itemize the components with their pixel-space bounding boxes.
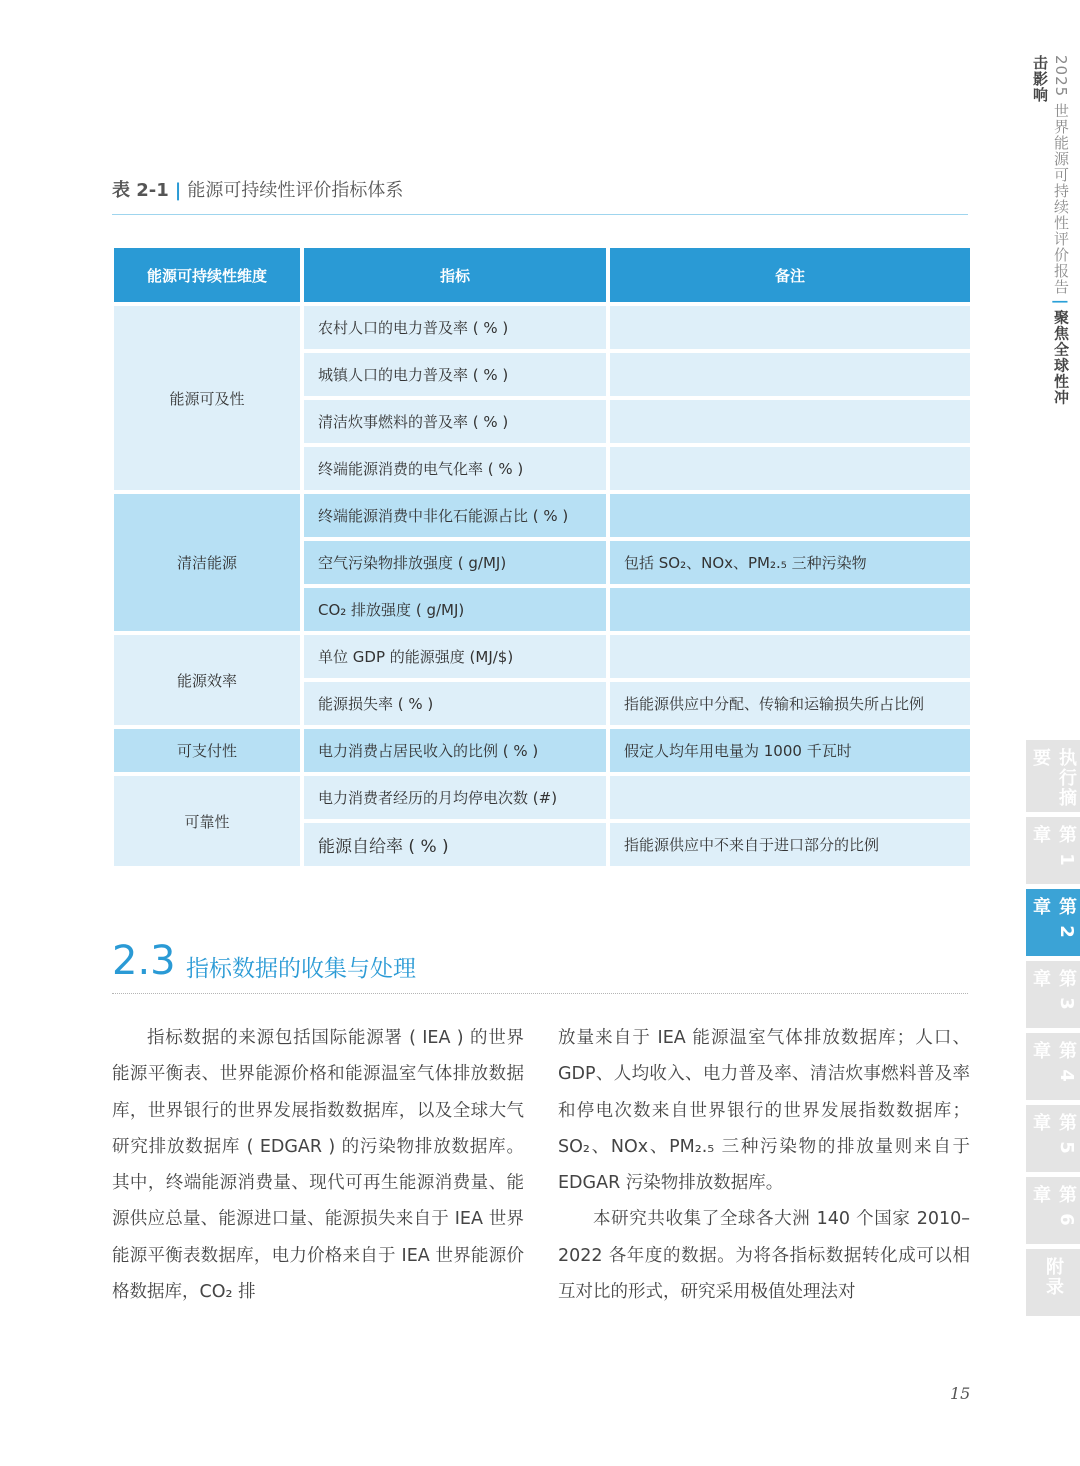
dimension-cell: 可靠性 <box>114 776 300 866</box>
note-cell <box>610 306 970 349</box>
indicator-cell: 农村人口的电力普及率 ( % ) <box>304 306 606 349</box>
page-number: 15 <box>950 1384 971 1403</box>
indicator-cell: CO₂ 排放强度 ( g/MJ) <box>304 588 606 631</box>
section-number: 2.3 <box>112 938 176 984</box>
body-column-left <box>112 1020 524 1310</box>
caption-rule <box>112 214 968 215</box>
body-paragraph: 放量来自于 IEA 能源温室气体排放数据库；人口、GDP、人均收入、电力普及率、清洁炊事燃料普及率和停电次数来自世界银行的世界发展指数数据库；SO₂、NOx、PM₂.₅ 三种污染物的排放量则来自于 EDGAR 污染物排放数据库。 <box>558 1028 970 1194</box>
indicator-cell: 能源损失率 ( % ) <box>304 682 606 725</box>
table-row <box>114 306 970 349</box>
body-paragraph: 本研究共收集了全球各大洲 140 个国家 2010–2022 各年度的数据。为将各指标数据转化成可以相互对比的形式，研究采用极值处理法对 <box>558 1209 970 1303</box>
note-cell: 指能源供应中分配、传输和运输损失所占比例 <box>610 682 970 725</box>
indicator-cell: 清洁炊事燃料的普及率 ( % ) <box>304 400 606 443</box>
tab-chapter-2[interactable]: 第 2 章 <box>1026 889 1080 956</box>
table-title: 能源可持续性评价指标体系 <box>187 180 404 201</box>
body-paragraph: 指标数据的来源包括国际能源署 ( IEA ) 的世界能源平衡表、世界能源价格和能源温室气体排放数据库，世界银行的世界发展指数数据库，以及全球大气研究排放数据库 ( EDGAR ) 的污染物排放数据库。其中，终端能源消费量、现代可再生能源消费量、能源供应总量、能源进口量、能源损失来自于 IEA 世界能源平衡表数据库，电力价格来自于 IEA 世界能源价格数据库，CO₂ 排 <box>112 1028 524 1303</box>
header-indicator: 指标 <box>304 248 606 302</box>
tab-chapter-6[interactable]: 第 6 章 <box>1026 1177 1080 1244</box>
body-column-right <box>558 1020 970 1310</box>
header-dimension: 能源可持续性维度 <box>114 248 300 302</box>
table-row <box>114 635 970 678</box>
indicator-cell: 终端能源消费的电气化率 ( % ) <box>304 447 606 490</box>
dimension-cell: 能源可及性 <box>114 306 300 490</box>
table-caption <box>112 176 403 202</box>
indicator-cell: 空气污染物排放强度 ( g/MJ) <box>304 541 606 584</box>
indicator-table <box>110 244 974 870</box>
note-cell <box>610 400 970 443</box>
table-header-row <box>114 248 970 302</box>
caption-separator: | <box>174 180 182 201</box>
report-title: 2025 世界能源可持续性评价报告 <box>1052 55 1070 295</box>
note-cell <box>610 776 970 819</box>
note-cell <box>610 447 970 490</box>
tab-chapter-5[interactable]: 第 5 章 <box>1026 1105 1080 1172</box>
tab-chapter-3[interactable]: 第 3 章 <box>1026 961 1080 1028</box>
report-subtitle: 聚焦全球性冲击影响 <box>1031 55 1070 406</box>
indicator-cell: 城镇人口的电力普及率 ( % ) <box>304 353 606 396</box>
dimension-cell: 清洁能源 <box>114 494 300 631</box>
tab-executive-summary[interactable]: 执行摘要 <box>1026 740 1080 812</box>
indicator-cell: 能源自给率 ( % ) <box>304 823 606 866</box>
indicator-cell: 单位 GDP 的能源强度 (MJ/$) <box>304 635 606 678</box>
header-note: 备注 <box>610 248 970 302</box>
note-cell <box>610 494 970 537</box>
tab-chapter-4[interactable]: 第 4 章 <box>1026 1033 1080 1100</box>
note-cell <box>610 353 970 396</box>
table-row <box>114 776 970 819</box>
note-cell: 指能源供应中不来自于进口部分的比例 <box>610 823 970 866</box>
note-cell <box>610 635 970 678</box>
dimension-cell: 能源效率 <box>114 635 300 725</box>
dimension-cell: 可支付性 <box>114 729 300 772</box>
tab-appendix[interactable]: 附录 <box>1026 1249 1080 1316</box>
table-number: 表 2-1 <box>112 180 169 201</box>
chapter-tabs <box>1026 740 1080 1321</box>
header-separator: | <box>1052 298 1070 306</box>
note-cell: 假定人均年用电量为 1000 千瓦时 <box>610 729 970 772</box>
note-cell: 包括 SO₂、NOx、PM₂.₅ 三种污染物 <box>610 541 970 584</box>
tab-chapter-1[interactable]: 第 1 章 <box>1026 817 1080 884</box>
indicator-cell: 终端能源消费中非化石能源占比 ( % ) <box>304 494 606 537</box>
note-cell <box>610 588 970 631</box>
table-row <box>114 494 970 537</box>
indicator-cell: 电力消费占居民收入的比例 ( % ) <box>304 729 606 772</box>
section-rule <box>112 993 968 994</box>
table-row <box>114 729 970 772</box>
running-header <box>1032 55 1072 415</box>
indicator-cell: 电力消费者经历的月均停电次数 (#) <box>304 776 606 819</box>
section-title: 指标数据的收集与处理 <box>186 956 416 982</box>
